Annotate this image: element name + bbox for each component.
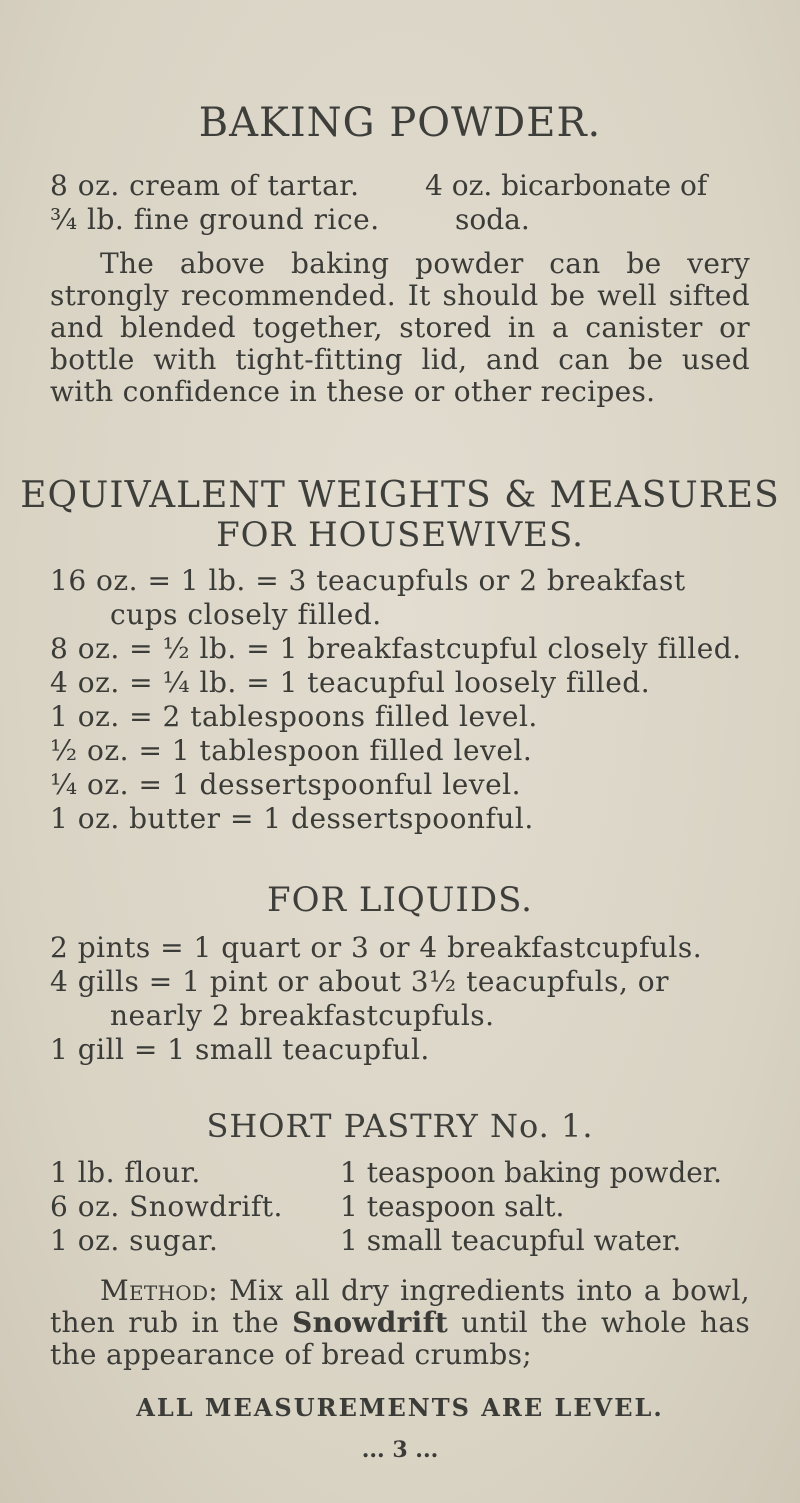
liquid-line-4: 1 gill = 1 small teacupful. [50, 1033, 430, 1066]
sp-ingredient-1: 1 lb. flour. [50, 1156, 201, 1189]
sp-ingredient-4: 1 teaspoon baking powder. [340, 1156, 723, 1189]
bp-ingredient-1: 8 oz. cream of tartar. [50, 169, 360, 202]
method-label: Method: [100, 1274, 219, 1307]
baking-powder-title: BAKING POWDER. [198, 100, 602, 146]
sp-ingredient-6: 1 small teacupful water. [340, 1224, 682, 1257]
bp-ingredient-3: 4 oz. bicarbonate of [425, 169, 708, 202]
sp-ingredient-3: 1 oz. sugar. [50, 1224, 219, 1257]
bp-ingredient-2: ¾ lb. fine ground rice. [50, 203, 380, 236]
liquids-title: FOR LIQUIDS. [267, 880, 533, 920]
sp-method [50, 1275, 750, 1371]
bp-note: The above baking powder can be very strongly recommended. It should be well sifted and blended together, stored in a canister or bottle with tight-fitting lid, and can be used with confidence in these or other recipes. [50, 247, 750, 408]
equivalents-subtitle: FOR HOUSEWIVES. [216, 515, 584, 555]
equiv-line-8: 1 oz. butter = 1 dessertspoonful. [50, 802, 534, 835]
equiv-line-4: 4 oz. = ¼ lb. = 1 teacupful loosely filled. [50, 666, 651, 699]
equiv-line-1: 16 oz. = 1 lb. = 3 teacupfuls or 2 breakfast [50, 564, 686, 597]
bp-ingredient-4: soda. [455, 203, 530, 236]
short-pastry-title: SHORT PASTRY No. 1. [206, 1107, 594, 1145]
measurement-note: ALL MEASUREMENTS ARE LEVEL. [136, 1393, 664, 1422]
equivalents-title: EQUIVALENT WEIGHTS & MEASURES [20, 475, 780, 516]
liquid-line-3: nearly 2 breakfastcupfuls. [110, 999, 495, 1032]
method-text-1: Mix all dry ingredients into a bowl, then rub in the [50, 1274, 750, 1339]
method-brand: Snowdrift [292, 1306, 449, 1339]
equiv-line-5: 1 oz. = 2 tablespoons filled level. [50, 700, 538, 733]
liquid-line-2: 4 gills = 1 pint or about 3½ teacupfuls, or [50, 965, 669, 998]
sp-ingredient-2: 6 oz. Snowdrift. [50, 1190, 283, 1223]
method-text-2: until the whole has the appearance of bread crumbs; [50, 1306, 750, 1371]
liquid-line-1: 2 pints = 1 quart or 3 or 4 breakfastcupfuls. [50, 931, 703, 964]
sp-ingredient-5: 1 teaspoon salt. [340, 1190, 565, 1223]
page-number: ... 3 ... [361, 1437, 439, 1463]
equiv-line-6: ½ oz. = 1 tablespoon filled level. [50, 734, 533, 767]
equiv-line-2: cups closely filled. [110, 598, 382, 631]
equiv-line-3: 8 oz. = ½ lb. = 1 breakfastcupful closely filled. [50, 632, 742, 665]
equiv-line-7: ¼ oz. = 1 dessertspoonful level. [50, 768, 522, 801]
